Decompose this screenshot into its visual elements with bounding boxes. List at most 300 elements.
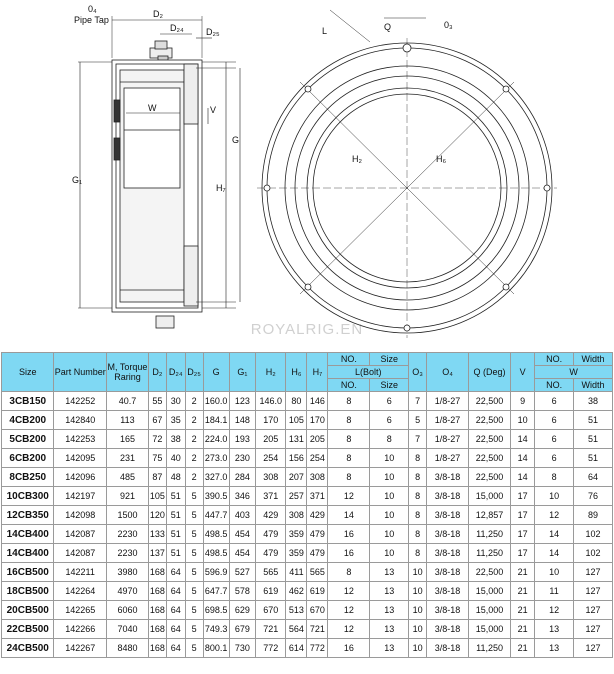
table-cell: 670 — [256, 601, 286, 620]
table-cell: 3/8-18 — [427, 468, 469, 487]
table-cell: 105 — [286, 411, 307, 430]
table-cell: 38 — [574, 392, 613, 411]
table-cell: 13 — [370, 639, 409, 658]
watermark: ROYALRIG.EN — [250, 321, 364, 338]
table-cell: 80 — [286, 392, 307, 411]
table-cell: 2 — [185, 430, 203, 449]
table-row — [2, 582, 613, 601]
table-cell: 11,250 — [469, 544, 511, 563]
table-cell: 224.0 — [203, 430, 229, 449]
cell-size: 16CB500 — [2, 563, 54, 582]
table-row — [2, 620, 613, 639]
table-cell: 51 — [574, 411, 613, 430]
cell-size: 8CB250 — [2, 468, 54, 487]
table-cell: 142252 — [54, 392, 106, 411]
table-cell: 142087 — [54, 525, 106, 544]
table-cell: 142087 — [54, 544, 106, 563]
h7-label: H₇ — [216, 183, 226, 193]
table-cell: 371 — [256, 487, 286, 506]
table-cell: 513 — [286, 601, 307, 620]
table-cell: 527 — [229, 563, 255, 582]
table-cell: 698.5 — [203, 601, 229, 620]
table-cell: 40.7 — [106, 392, 148, 411]
cell-size: 5CB200 — [2, 430, 54, 449]
table-cell: 8 — [409, 506, 427, 525]
table-cell: 15,000 — [469, 601, 511, 620]
table-cell: 142211 — [54, 563, 106, 582]
header-o4: O₄ — [427, 353, 469, 392]
table-cell: 3/8-18 — [427, 639, 469, 658]
table-cell: 35 — [166, 411, 185, 430]
table-cell: 8 — [328, 449, 370, 468]
table-cell: 730 — [229, 639, 255, 658]
table-cell: 614 — [286, 639, 307, 658]
table-cell: 5 — [185, 506, 203, 525]
table-cell: 5 — [409, 411, 427, 430]
table-cell: 308 — [256, 468, 286, 487]
table-cell: 284 — [229, 468, 255, 487]
l-label: L — [322, 26, 328, 36]
table-cell: 127 — [574, 563, 613, 582]
table-cell: 564 — [286, 620, 307, 639]
table-cell: 168 — [148, 582, 166, 601]
table-cell: 6060 — [106, 601, 148, 620]
table-cell: 4970 — [106, 582, 148, 601]
table-row — [2, 525, 613, 544]
table-cell: 12 — [328, 620, 370, 639]
side-view — [78, 16, 240, 328]
table-cell: 5 — [185, 620, 203, 639]
front-view — [257, 10, 557, 338]
table-cell: 11,250 — [469, 639, 511, 658]
table-cell: 75 — [148, 449, 166, 468]
table-cell: 565 — [256, 563, 286, 582]
table-cell: 51 — [166, 487, 185, 506]
table-cell: 429 — [307, 506, 328, 525]
table-cell: 17 — [511, 506, 535, 525]
table-cell: 10 — [370, 525, 409, 544]
table-cell: 142197 — [54, 487, 106, 506]
table-cell: 22,500 — [469, 563, 511, 582]
cell-size: 24CB500 — [2, 639, 54, 658]
table-cell: 3/8-18 — [427, 487, 469, 506]
table-cell: 133 — [148, 525, 166, 544]
table-cell: 10 — [511, 411, 535, 430]
table-row — [2, 449, 613, 468]
table-cell: 3/8-18 — [427, 525, 469, 544]
table-cell: 17 — [511, 525, 535, 544]
table-cell: 485 — [106, 468, 148, 487]
table-cell: 137 — [148, 544, 166, 563]
cell-size: 18CB500 — [2, 582, 54, 601]
table-row — [2, 392, 613, 411]
table-cell: 1/8-27 — [427, 430, 469, 449]
table-cell: 12 — [328, 582, 370, 601]
table-row — [2, 639, 613, 658]
pipe-tap-label: Pipe Tap — [74, 15, 109, 25]
table-cell: 38 — [166, 430, 185, 449]
table-cell: 8 — [409, 544, 427, 563]
table-cell: 721 — [256, 620, 286, 639]
table-cell: 2230 — [106, 544, 148, 563]
header-h7: H₇ — [307, 353, 328, 392]
table-cell: 2 — [185, 468, 203, 487]
g-label: G — [232, 135, 240, 145]
table-cell: 16 — [328, 525, 370, 544]
cell-size: 6CB200 — [2, 449, 54, 468]
table-cell: 17 — [511, 544, 535, 563]
table-cell: 5 — [185, 639, 203, 658]
table-cell: 13 — [370, 601, 409, 620]
table-cell: 327.0 — [203, 468, 229, 487]
table-cell: 14 — [511, 430, 535, 449]
table-cell: 10 — [409, 601, 427, 620]
header-no-top: NO. — [328, 353, 370, 366]
header-d24: D₂₄ — [166, 353, 185, 392]
table-cell: 8 — [409, 449, 427, 468]
table-cell: 772 — [256, 639, 286, 658]
table-cell: 64 — [166, 620, 185, 639]
table-row — [2, 506, 613, 525]
table-cell: 647.7 — [203, 582, 229, 601]
table-cell: 127 — [574, 582, 613, 601]
table-cell: 64 — [166, 563, 185, 582]
table-row — [2, 563, 613, 582]
table-cell: 64 — [166, 601, 185, 620]
table-cell: 3/8-18 — [427, 582, 469, 601]
table-cell: 21 — [511, 563, 535, 582]
table-cell: 156 — [286, 449, 307, 468]
table-cell: 5 — [185, 582, 203, 601]
table-cell: 12 — [328, 601, 370, 620]
table-cell: 10 — [370, 449, 409, 468]
table-cell: 12 — [535, 601, 574, 620]
table-cell: 51 — [574, 449, 613, 468]
table-cell: 371 — [307, 487, 328, 506]
table-row — [2, 544, 613, 563]
header-h6: H₆ — [286, 353, 307, 392]
table-cell: 205 — [256, 430, 286, 449]
cell-size: 14CB400 — [2, 525, 54, 544]
table-cell: 3/8-18 — [427, 506, 469, 525]
table-cell: 12,857 — [469, 506, 511, 525]
table-cell: 7040 — [106, 620, 148, 639]
table-cell: 64 — [166, 582, 185, 601]
table-cell: 346 — [229, 487, 255, 506]
header-q: Q (Deg) — [469, 353, 511, 392]
table-cell: 7 — [409, 392, 427, 411]
table-cell: 454 — [229, 544, 255, 563]
cell-size: 14CB400 — [2, 544, 54, 563]
table-cell: 64 — [166, 639, 185, 658]
table-cell: 8480 — [106, 639, 148, 658]
h2-label: H₂ — [352, 154, 362, 164]
table-cell: 11 — [535, 582, 574, 601]
table-cell: 749.3 — [203, 620, 229, 639]
table-cell: 10 — [370, 468, 409, 487]
table-cell: 6 — [535, 392, 574, 411]
cell-size: 12CB350 — [2, 506, 54, 525]
table-cell: 102 — [574, 525, 613, 544]
table-row — [2, 601, 613, 620]
table-cell: 6 — [535, 430, 574, 449]
table-cell: 21 — [511, 639, 535, 658]
table-cell: 629 — [229, 601, 255, 620]
header-d2: D₂ — [148, 353, 166, 392]
table-cell: 390.5 — [203, 487, 229, 506]
table-cell: 15,000 — [469, 620, 511, 639]
table-cell: 102 — [574, 544, 613, 563]
table-cell: 51 — [574, 430, 613, 449]
table-cell: 146.0 — [256, 392, 286, 411]
header-torque: M, Torque Raring — [106, 353, 148, 392]
table-cell: 205 — [307, 430, 328, 449]
table-cell: 48 — [166, 468, 185, 487]
table-cell: 142095 — [54, 449, 106, 468]
table-cell: 5 — [185, 563, 203, 582]
table-cell: 1500 — [106, 506, 148, 525]
table-cell: 76 — [574, 487, 613, 506]
table-cell: 9 — [511, 392, 535, 411]
table-cell: 921 — [106, 487, 148, 506]
table-cell: 10 — [409, 563, 427, 582]
table-cell: 8 — [328, 468, 370, 487]
table-cell: 87 — [148, 468, 166, 487]
table-cell: 800.1 — [203, 639, 229, 658]
table-cell: 479 — [307, 525, 328, 544]
table-cell: 3/8-18 — [427, 601, 469, 620]
header-g: G — [203, 353, 229, 392]
table-cell: 308 — [307, 468, 328, 487]
spec-table-body — [2, 392, 613, 658]
table-cell: 142265 — [54, 601, 106, 620]
table-cell: 8 — [328, 392, 370, 411]
table-cell: 578 — [229, 582, 255, 601]
table-cell: 12 — [535, 506, 574, 525]
header-width-bottom: Width — [574, 379, 613, 392]
header-v: V — [511, 353, 535, 392]
table-cell: 1/8-27 — [427, 392, 469, 411]
table-cell: 10 — [535, 487, 574, 506]
table-cell: 721 — [307, 620, 328, 639]
table-cell: 14 — [328, 506, 370, 525]
table-cell: 619 — [256, 582, 286, 601]
table-cell: 13 — [535, 620, 574, 639]
table-cell: 6 — [535, 449, 574, 468]
table-cell: 772 — [307, 639, 328, 658]
table-cell: 8 — [328, 411, 370, 430]
table-cell: 447.7 — [203, 506, 229, 525]
table-cell: 142253 — [54, 430, 106, 449]
table-cell: 2 — [185, 411, 203, 430]
table-cell: 16 — [328, 639, 370, 658]
table-cell: 21 — [511, 582, 535, 601]
table-cell: 13 — [370, 620, 409, 639]
table-cell: 30 — [166, 392, 185, 411]
table-cell: 22,500 — [469, 392, 511, 411]
table-cell: 10 — [409, 582, 427, 601]
table-cell: 479 — [256, 544, 286, 563]
table-cell: 8 — [409, 487, 427, 506]
table-cell: 21 — [511, 601, 535, 620]
h6-label: H₆ — [436, 154, 447, 164]
table-cell: 127 — [574, 639, 613, 658]
table-cell: 359 — [286, 525, 307, 544]
table-row — [2, 468, 613, 487]
table-cell: 22,500 — [469, 411, 511, 430]
table-cell: 142267 — [54, 639, 106, 658]
header-w: W — [535, 366, 613, 379]
table-cell: 8 — [535, 468, 574, 487]
table-cell: 498.5 — [203, 544, 229, 563]
header-h2: H₂ — [256, 353, 286, 392]
cell-size: 4CB200 — [2, 411, 54, 430]
table-cell: 13 — [535, 639, 574, 658]
d24-label: D₂₄ — [170, 23, 184, 33]
table-cell: 8 — [370, 430, 409, 449]
table-cell: 67 — [148, 411, 166, 430]
table-cell: 411 — [286, 563, 307, 582]
cell-size: 22CB500 — [2, 620, 54, 639]
table-cell: 14 — [511, 468, 535, 487]
table-cell: 8 — [328, 563, 370, 582]
table-cell: 2 — [185, 392, 203, 411]
table-cell: 142098 — [54, 506, 106, 525]
table-cell: 479 — [307, 544, 328, 563]
cell-size: 10CB300 — [2, 487, 54, 506]
header-width-top: Width — [574, 353, 613, 366]
header-size-bottom: Size — [370, 379, 409, 392]
table-cell: 105 — [148, 487, 166, 506]
table-cell: 142264 — [54, 582, 106, 601]
table-cell: 5 — [185, 601, 203, 620]
table-cell: 51 — [166, 544, 185, 563]
table-cell: 17 — [511, 487, 535, 506]
table-cell: 3/8-18 — [427, 620, 469, 639]
header-g1: G₁ — [229, 353, 255, 392]
cell-size: 20CB500 — [2, 601, 54, 620]
table-cell: 565 — [307, 563, 328, 582]
table-cell: 231 — [106, 449, 148, 468]
table-cell: 254 — [307, 449, 328, 468]
table-cell: 168 — [148, 620, 166, 639]
table-cell: 2 — [185, 449, 203, 468]
table-cell: 160.0 — [203, 392, 229, 411]
table-cell: 429 — [256, 506, 286, 525]
q-label: Q — [384, 22, 392, 32]
table-cell: 679 — [229, 620, 255, 639]
table-cell: 10 — [370, 544, 409, 563]
table-cell: 14 — [511, 449, 535, 468]
table-cell: 146 — [307, 392, 328, 411]
table-cell: 120 — [148, 506, 166, 525]
table-cell: 15,000 — [469, 582, 511, 601]
table-cell: 22,500 — [469, 449, 511, 468]
table-cell: 113 — [106, 411, 148, 430]
table-cell: 207 — [286, 468, 307, 487]
table-cell: 454 — [229, 525, 255, 544]
o4-label: 0₄ — [88, 4, 97, 14]
table-cell: 3/8-18 — [427, 544, 469, 563]
table-cell: 127 — [574, 601, 613, 620]
table-cell: 1/8-27 — [427, 449, 469, 468]
table-cell: 10 — [409, 639, 427, 658]
table-cell: 10 — [370, 487, 409, 506]
table-cell: 142840 — [54, 411, 106, 430]
table-cell: 13 — [370, 563, 409, 582]
table-cell: 273.0 — [203, 449, 229, 468]
table-cell: 596.9 — [203, 563, 229, 582]
table-cell: 142096 — [54, 468, 106, 487]
table-cell: 3/8-18 — [427, 563, 469, 582]
table-cell: 5 — [185, 544, 203, 563]
table-cell: 131 — [286, 430, 307, 449]
header-size-top: Size — [370, 353, 409, 366]
table-cell: 6 — [370, 411, 409, 430]
table-cell: 22,500 — [469, 468, 511, 487]
table-cell: 6 — [370, 392, 409, 411]
header-l-bolt: L(Bolt) — [328, 366, 409, 379]
table-cell: 168 — [148, 601, 166, 620]
d25-label: D₂₅ — [206, 27, 220, 37]
table-cell: 127 — [574, 620, 613, 639]
table-cell: 3980 — [106, 563, 148, 582]
table-cell: 619 — [307, 582, 328, 601]
table-cell: 8 — [328, 430, 370, 449]
table-cell: 7 — [409, 430, 427, 449]
table-cell: 89 — [574, 506, 613, 525]
table-cell: 6 — [535, 411, 574, 430]
table-cell: 22,500 — [469, 430, 511, 449]
table-row — [2, 487, 613, 506]
table-cell: 15,000 — [469, 487, 511, 506]
table-row — [2, 430, 613, 449]
cell-size: 3CB150 — [2, 392, 54, 411]
spec-table — [1, 352, 613, 658]
table-cell: 498.5 — [203, 525, 229, 544]
table-cell: 257 — [286, 487, 307, 506]
table-cell: 51 — [166, 525, 185, 544]
table-cell: 230 — [229, 449, 255, 468]
table-cell: 670 — [307, 601, 328, 620]
table-cell: 170 — [307, 411, 328, 430]
table-cell: 55 — [148, 392, 166, 411]
table-row — [2, 411, 613, 430]
table-cell: 165 — [106, 430, 148, 449]
table-cell: 148 — [229, 411, 255, 430]
table-cell: 8 — [409, 468, 427, 487]
table-cell: 8 — [409, 525, 427, 544]
table-cell: 254 — [256, 449, 286, 468]
table-cell: 462 — [286, 582, 307, 601]
table-cell: 168 — [148, 639, 166, 658]
table-cell: 16 — [328, 544, 370, 563]
table-cell: 72 — [148, 430, 166, 449]
table-cell: 5 — [185, 487, 203, 506]
table-cell: 14 — [535, 525, 574, 544]
header-size: Size — [2, 353, 54, 392]
table-cell: 2230 — [106, 525, 148, 544]
table-cell: 479 — [256, 525, 286, 544]
table-cell: 193 — [229, 430, 255, 449]
table-cell: 184.1 — [203, 411, 229, 430]
table-cell: 10 — [409, 620, 427, 639]
table-cell: 21 — [511, 620, 535, 639]
table-cell: 168 — [148, 563, 166, 582]
d2-label: D₂ — [153, 9, 163, 19]
o3-label: 0₃ — [444, 20, 453, 30]
table-cell: 51 — [166, 506, 185, 525]
